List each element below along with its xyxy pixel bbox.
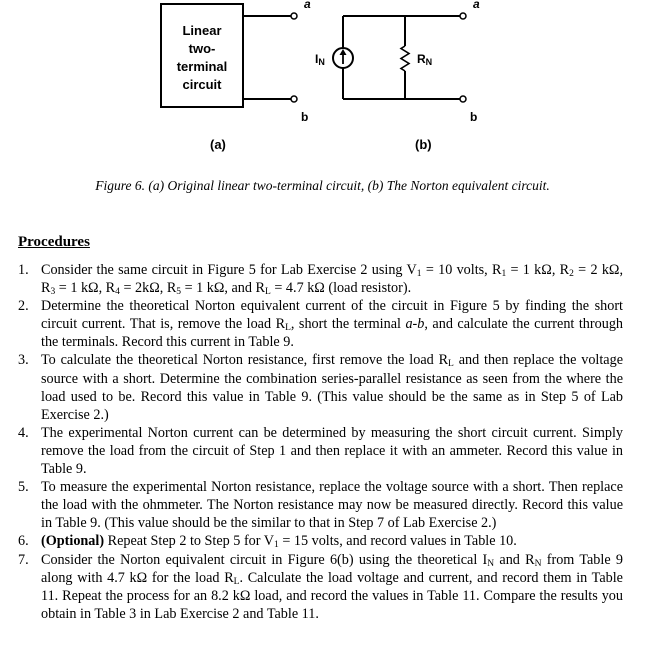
- procedure-step-3: 3. To calculate the theoretical Norton resistance, first remove the load $R_L$ and then replace the voltage source with a short. Determine the combination series-parallel resistance as seen from the where the load used to be. Record this value in Table 9. (This value should be the same as in Step 5 of Lab Exercise 2.): [18, 352, 623, 423]
- step-number: 2.: [18, 298, 29, 315]
- step-number: 1.: [18, 262, 29, 278]
- box-label-line-1: Linear: [182, 23, 222, 38]
- circuit-diagram: [0, 0, 645, 200]
- terminal-b-node: [291, 96, 297, 102]
- subfigure-a-label: (a): [210, 137, 226, 152]
- step-number: 3.: [18, 352, 29, 369]
- procedures-heading: Procedures: [18, 234, 90, 250]
- resistor-symbol: [401, 46, 409, 71]
- figure-6: [0, 0, 645, 200]
- box-label-line-4: circuit: [182, 77, 222, 92]
- terminal-a-node: [291, 13, 297, 19]
- procedure-step-1: 1. Consider the same circuit in Figure 5 for Lab Exercise 2 using $V_1 = 10$ volts, $R_1 = 1$ kΩ, $R_2 = 2$ kΩ, $R_3 = 1$ kΩ, $R_4 = 2k\Omega$, $R_5 = 1$ kΩ, and $R_L = 4.7$ kΩ (load resistor).: [18, 262, 624, 298]
- procedure-step-4: 4. The experimental Norton current can be determined by measuring the short circuit current. Simply remove the load from the circuit of Step 1 and then replace it with an ammeter. Record this value in Table 9.: [18, 424, 623, 478]
- terminal-a2-node: [460, 13, 466, 19]
- resistor-label: RN: [417, 52, 433, 67]
- terminal-b2-label: b: [470, 110, 478, 124]
- step-number: 6.: [18, 533, 29, 550]
- step-number: 4.: [18, 424, 29, 441]
- procedure-step-6: 6. (Optional) Repeat Step 2 to Step 5 for $V_1 = 15$ volts, and record values in Table 10.: [18, 533, 517, 551]
- step-number: 7.: [18, 551, 29, 568]
- terminal-b-label: b: [301, 110, 309, 124]
- procedure-step-2: 2. Determine the theoretical Norton equivalent current of the circuit in Figure 5 by finding the short circuit current. That is, remove the load $R_L$, short the terminal a-b, and calculate the current through the terminals. Record this current in Table 9.: [18, 298, 624, 351]
- procedure-steps: [0, 261, 623, 623]
- procedure-step-7: 7. Consider the Norton equivalent circuit in Figure 6(b) using the theoretical $I_N$ and $R_N$ from Table 9 along with 4.7 kΩ for the load $R_L$. Calculate the load voltage and current, and record them in Table 11. Repeat the process for an 8.2 kΩ load, and record the values in Table 11. Compare the results you obtain in Table 3 in Lab Exercise 2 and Table 11.: [18, 551, 623, 622]
- box-label-line-2: two-: [188, 41, 216, 56]
- figure-caption: Figure 6. (a) Original linear two-terminal circuit, (b) The Norton equivalent circuit.: [95, 178, 550, 193]
- terminal-a2-label: a: [473, 0, 480, 11]
- step-number: 5.: [18, 479, 29, 496]
- terminal-b2-node: [460, 96, 466, 102]
- subfigure-b-label: (b): [415, 137, 432, 152]
- terminal-a-label: a: [304, 0, 311, 11]
- current-source-label: IN: [315, 52, 325, 67]
- procedure-step-5: 5. To measure the experimental Norton resistance, replace the voltage source with a short. Then replace the load with the ohmmeter. The Norton resistance may now be measured directly. Record this value in Table 9. (This value should be the similar to that in Step 7 of Lab Exercise 2.): [18, 479, 623, 532]
- box-label-line-3: terminal: [176, 59, 228, 74]
